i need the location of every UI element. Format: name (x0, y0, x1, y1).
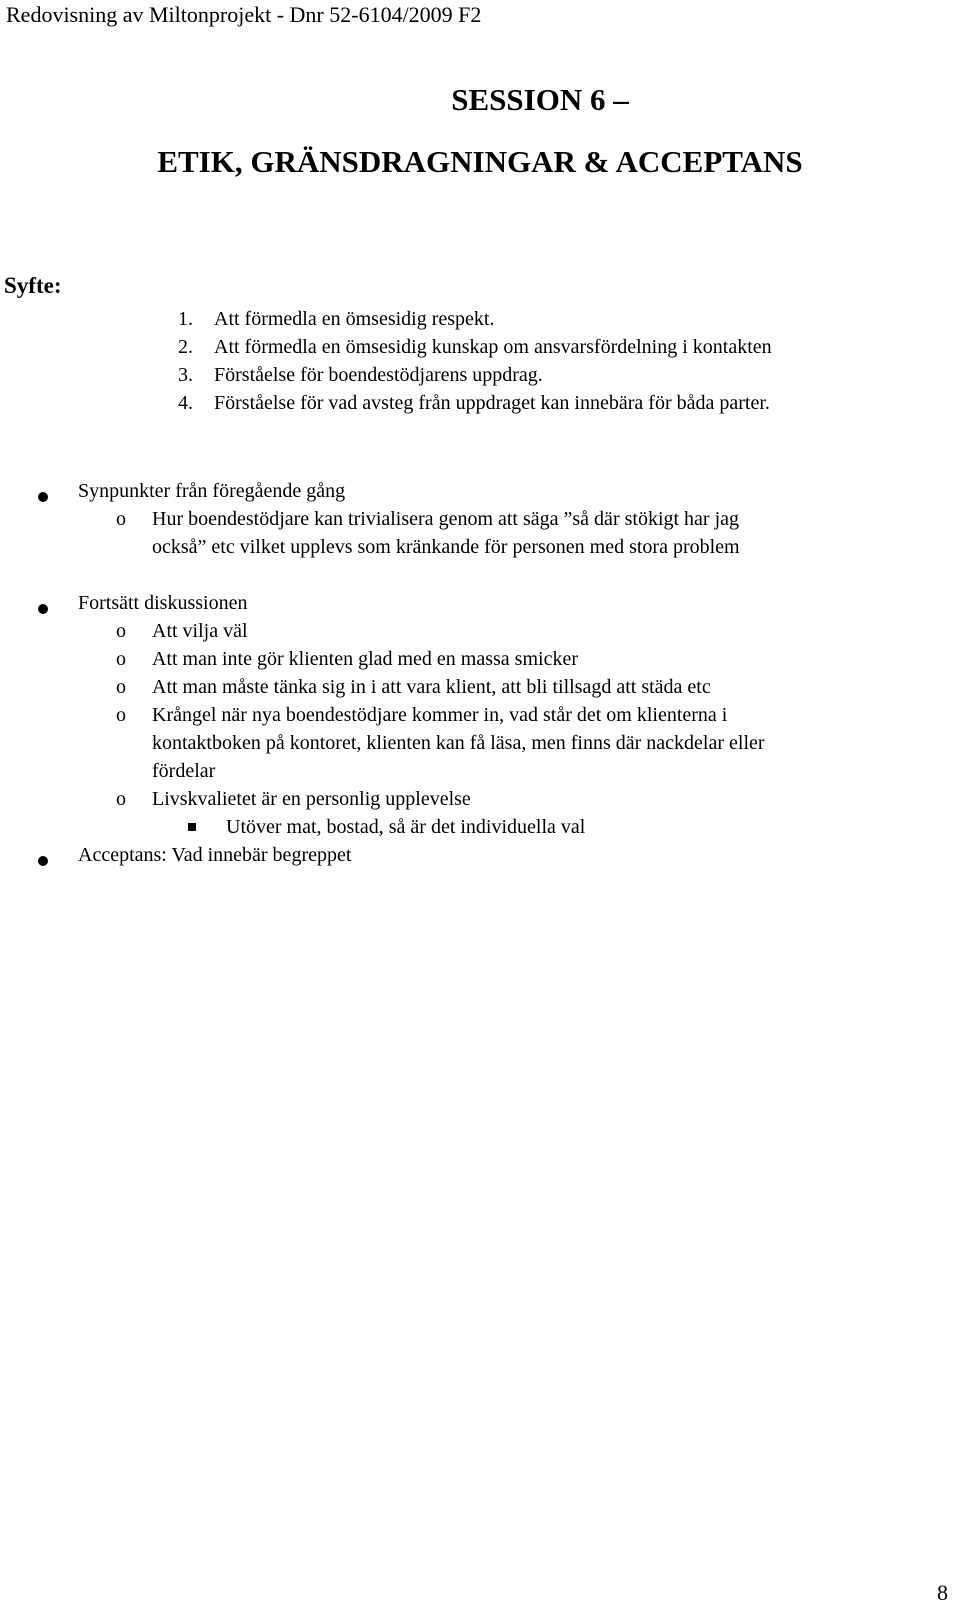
list-number: 3. (178, 364, 193, 386)
page-title-line-1: SESSION 6 – (451, 82, 629, 117)
circle-bullet-icon: o (116, 508, 126, 530)
sub-bullet-text: också” etc vilket upplevs som kränkande för personen med stora problem (152, 536, 740, 558)
list-text: Att förmedla en ömsesidig kunskap om ansvarsfördelning i kontakten (214, 336, 772, 358)
sub-bullet-text: Att vilja väl (152, 620, 248, 642)
circle-bullet-icon: o (116, 648, 126, 670)
sub-bullet-text: Hur boendestödjare kan trivialisera genom att säga ”så där stökigt har jag (152, 508, 740, 530)
bullet-icon (38, 856, 48, 866)
circle-bullet-icon: o (116, 620, 126, 642)
list-number: 1. (178, 308, 193, 330)
bullet-icon (38, 604, 48, 614)
sub-sub-bullet-text: Utöver mat, bostad, så är det individuella val (226, 816, 586, 838)
sub-bullet-text: Krångel när nya boendestödjare kommer in, vad står det om klienterna i (152, 704, 728, 726)
page-number: 8 (937, 1580, 948, 1605)
list-text: Förståelse för boendestödjarens uppdrag. (214, 364, 543, 386)
sub-bullet-text: fördelar (152, 760, 216, 782)
list-text: Förståelse för vad avsteg från uppdraget kan innebära för båda parter. (214, 392, 770, 414)
circle-bullet-icon: o (116, 788, 126, 810)
sub-bullet-text: Att man inte gör klienten glad med en massa smicker (152, 648, 578, 670)
sub-bullet-text: kontaktboken på kontoret, klienten kan få läsa, men finns där nackdelar eller (152, 732, 765, 754)
square-bullet-icon (188, 823, 196, 831)
list-number: 4. (178, 392, 193, 414)
bullet-text: Synpunkter från föregående gång (78, 480, 346, 502)
circle-bullet-icon: o (116, 676, 126, 698)
bullet-icon (38, 492, 48, 502)
list-number: 2. (178, 336, 193, 358)
bullet-text: Fortsätt diskussionen (78, 592, 248, 614)
sub-bullet-text: Att man måste tänka sig in i att vara klient, att bli tillsagd att städa etc (152, 676, 711, 698)
syfte-heading: Syfte: (4, 273, 62, 298)
bullet-text: Acceptans: Vad innebär begreppet (78, 844, 352, 866)
circle-bullet-icon: o (116, 704, 126, 726)
page-title-line-2: ETIK, GRÄNSDRAGNINGAR & ACCEPTANS (157, 144, 803, 179)
sub-bullet-text: Livskvalietet är en personlig upplevelse (152, 788, 471, 810)
list-text: Att förmedla en ömsesidig respekt. (214, 308, 495, 330)
document-header: Redovisning av Miltonprojekt - Dnr 52-6104/2009 F2 (6, 2, 482, 27)
